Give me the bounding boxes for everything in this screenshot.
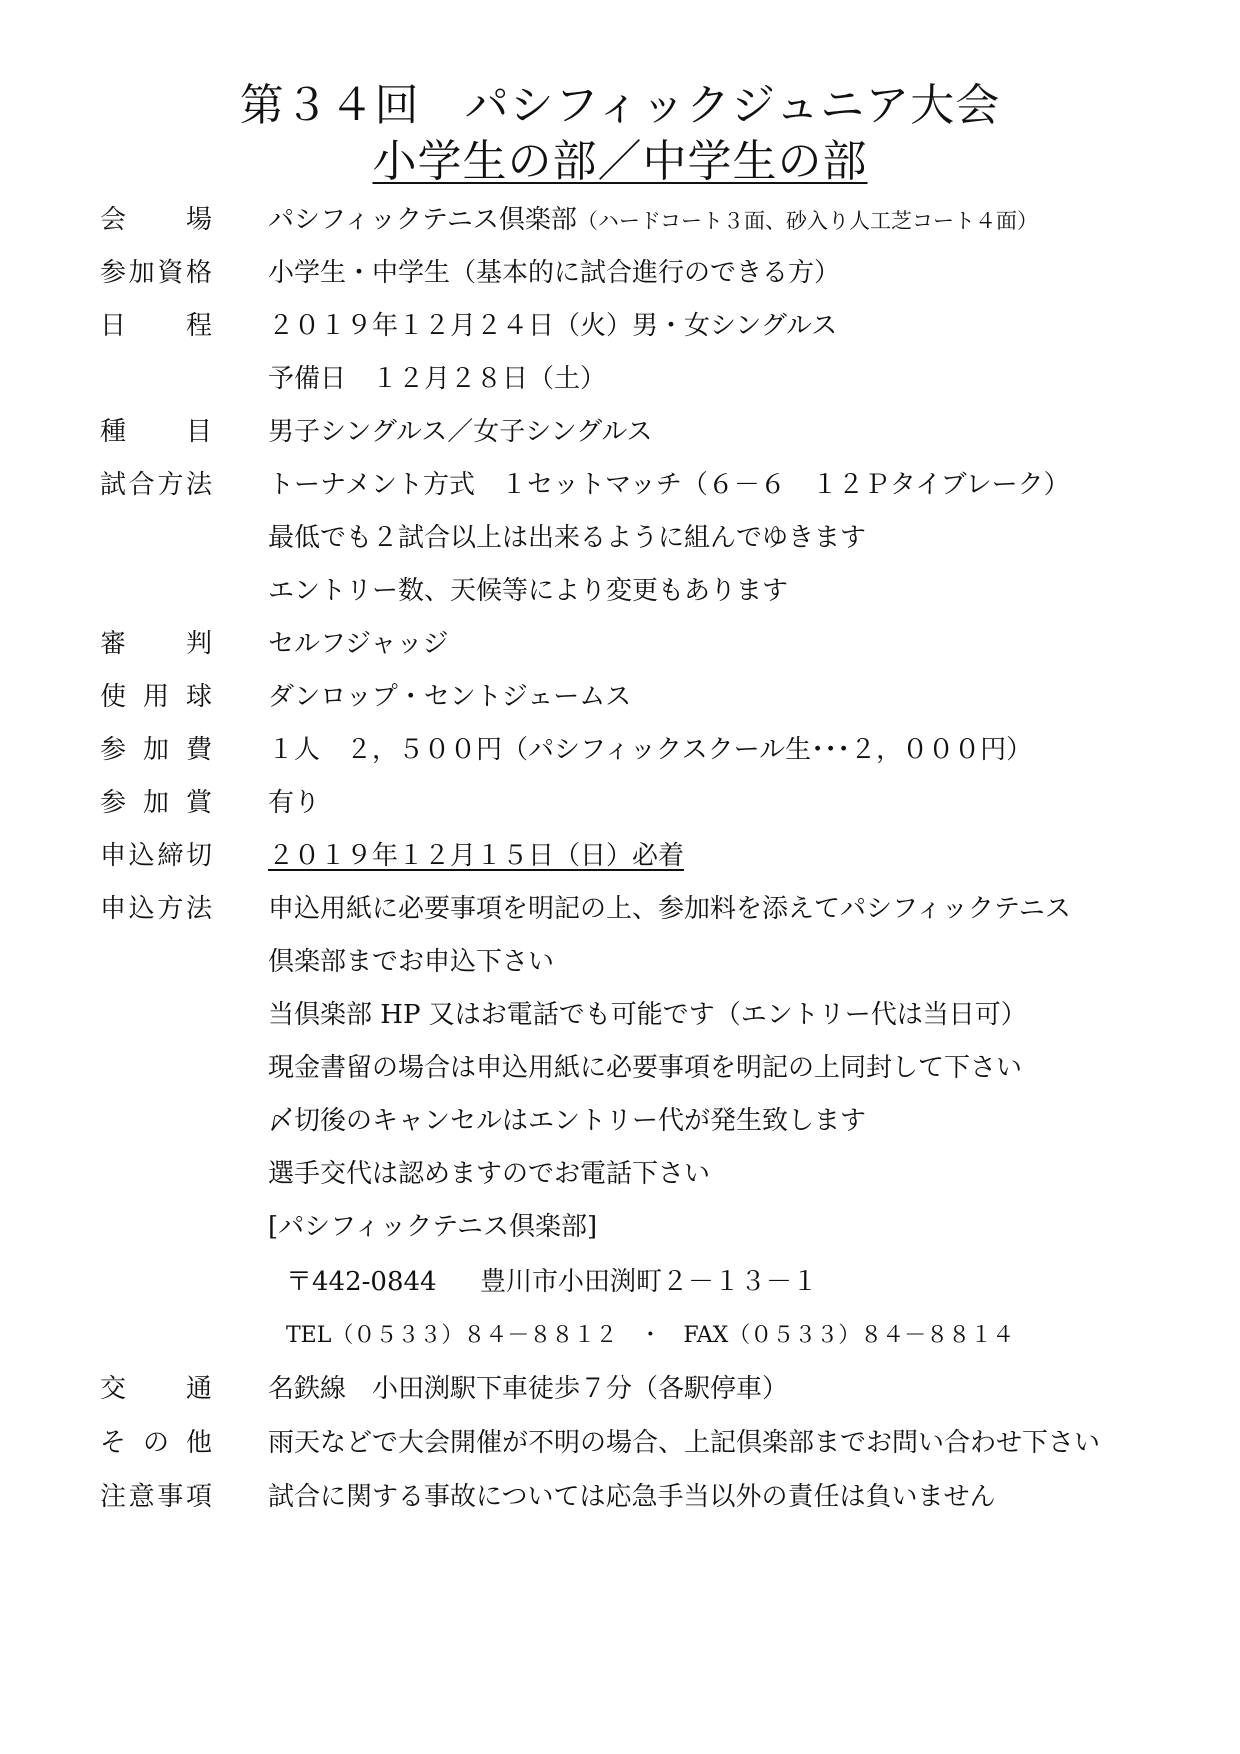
schedule-value: ２０１９年１２月２４日（火）男・女シングルス bbox=[268, 311, 838, 341]
venue-value bbox=[268, 200, 1240, 241]
caution-label: 注意事項 bbox=[100, 1482, 212, 1512]
application-line-4: 現金書留の場合は申込用紙に必要事項を明記の上同封して下さい bbox=[268, 1053, 1023, 1083]
reserve-day-value: 予備日 １２月２８日（土） bbox=[268, 364, 607, 394]
referee-label: 審 判 bbox=[100, 629, 212, 659]
ball-label: 使用球 bbox=[100, 682, 212, 712]
tel-fax: TEL（０５３３）８４－８８１２ ・ FAX（０５３３）８４－８８１４ bbox=[286, 1323, 1015, 1348]
venue-name: パシフィックテニス倶楽部 bbox=[268, 205, 577, 235]
row-venue bbox=[0, 200, 1240, 240]
row-fee bbox=[0, 730, 1240, 770]
row-access bbox=[0, 1369, 1240, 1409]
eligibility-label: 参加資格 bbox=[100, 258, 212, 288]
row-address bbox=[0, 1262, 1240, 1302]
row-application-6 bbox=[0, 1154, 1240, 1194]
row-tel-fax bbox=[0, 1316, 1240, 1356]
row-prize bbox=[0, 783, 1240, 823]
row-match-format-note-1 bbox=[0, 518, 1240, 558]
events-value: 男子シングルス／女子シングルス bbox=[268, 417, 653, 447]
row-schedule bbox=[0, 306, 1240, 346]
row-application-5 bbox=[0, 1101, 1240, 1141]
caution-value: 試合に関する事故については応急手当以外の責任は負いません bbox=[268, 1482, 996, 1512]
document-subtitle-text: 小学生の部／中学生の部 bbox=[372, 136, 868, 187]
row-eligibility bbox=[0, 253, 1240, 293]
row-reserve-day bbox=[0, 359, 1240, 399]
application-line-5: 〆切後のキャンセルはエントリー代が発生致します bbox=[268, 1106, 867, 1136]
row-match-format bbox=[0, 465, 1240, 505]
match-format-value: トーナメント方式 １セットマッチ（６－６ １２Ｐタイブレーク） bbox=[268, 470, 1070, 500]
venue-note: （ハードコート３面、砂入り人工芝コート４面） bbox=[576, 209, 1039, 233]
street-address: 豊川市小田渕町２－１３－１ bbox=[480, 1267, 819, 1297]
row-application bbox=[0, 889, 1240, 929]
row-application-2 bbox=[0, 942, 1240, 982]
application-label: 申込方法 bbox=[100, 894, 212, 924]
other-value: 雨天などで大会開催が不明の場合、上記倶楽部までお問い合わせ下さい bbox=[268, 1428, 1101, 1458]
ball-value: ダンロップ・セントジェームス bbox=[268, 682, 632, 712]
deadline-text: ２０１９年１２月１５日（日）必着 bbox=[268, 841, 685, 871]
prize-label: 参加賞 bbox=[100, 788, 212, 818]
match-format-note-1: 最低でも２試合以上は出来るように組んでゆきます bbox=[268, 523, 867, 553]
document-title: 第３４回 パシフィックジュニア大会 bbox=[239, 80, 1001, 131]
row-caution bbox=[0, 1477, 1240, 1517]
club-name: [パシフィックテニス倶楽部] bbox=[268, 1212, 598, 1242]
fee-label: 参加費 bbox=[100, 735, 212, 765]
venue-label: 会 場 bbox=[100, 205, 212, 235]
row-ball bbox=[0, 677, 1240, 717]
application-line-3: 当倶楽部 HP 又はお電話でも可能です（エントリー代は当日可） bbox=[268, 1000, 1027, 1030]
access-label: 交 通 bbox=[100, 1374, 212, 1404]
application-line-6: 選手交代は認めますのでお電話下さい bbox=[268, 1159, 711, 1189]
row-events bbox=[0, 412, 1240, 452]
match-format-note-2: エントリー数、天候等により変更もあります bbox=[268, 576, 789, 606]
row-referee bbox=[0, 624, 1240, 664]
match-format-label: 試合方法 bbox=[100, 470, 212, 500]
schedule-label: 日 程 bbox=[100, 311, 212, 341]
events-label: 種 目 bbox=[100, 417, 212, 447]
row-deadline bbox=[0, 836, 1240, 876]
application-value: 申込用紙に必要事項を明記の上、参加料を添えてパシフィックテニス bbox=[268, 894, 1071, 924]
referee-value: セルフジャッジ bbox=[268, 629, 449, 659]
other-label: その他 bbox=[100, 1428, 212, 1458]
application-line-2: 倶楽部までお申込下さい bbox=[268, 947, 555, 977]
prize-value: 有り bbox=[268, 788, 321, 818]
eligibility-value: 小学生・中学生（基本的に試合進行のできる方） bbox=[268, 258, 841, 288]
row-match-format-note-2 bbox=[0, 571, 1240, 611]
row-club-name bbox=[0, 1207, 1240, 1247]
row-application-4 bbox=[0, 1048, 1240, 1088]
deadline-value bbox=[268, 836, 1240, 876]
document-subtitle bbox=[0, 136, 1240, 188]
fee-value: １人 ２，５００円（パシフィックスクール生･･･２，０００円） bbox=[268, 735, 1033, 765]
address-line bbox=[286, 1262, 1240, 1302]
access-value: 名鉄線 小田渕駅下車徒歩７分（各駅停車） bbox=[268, 1374, 789, 1404]
postal-code: 〒442-0844 bbox=[286, 1267, 437, 1297]
deadline-label: 申込締切 bbox=[100, 841, 212, 871]
row-other bbox=[0, 1423, 1240, 1463]
row-application-3 bbox=[0, 995, 1240, 1035]
